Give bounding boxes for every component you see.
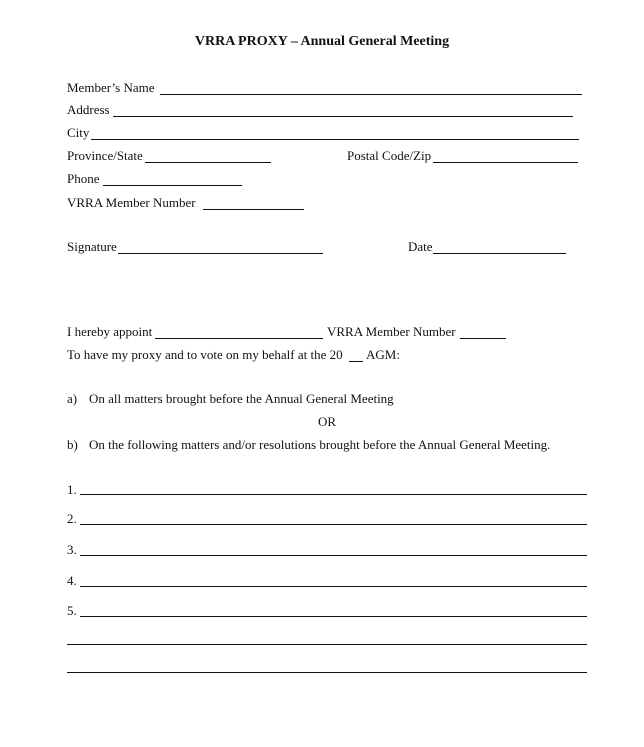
option-b-marker: b) (67, 437, 78, 452)
appoint-label: I hereby appoint (67, 324, 153, 339)
resolution-line[interactable] (80, 616, 587, 617)
phone-label: Phone (67, 171, 100, 186)
resolution-number: 5. (67, 603, 77, 618)
city-label: City (67, 125, 90, 140)
appointee-member-number-field[interactable] (460, 338, 506, 339)
form-title: VRRA PROXY – Annual General Meeting (194, 34, 450, 49)
proxy-statement-suffix: AGM: (366, 347, 400, 362)
resolution-extra-line[interactable] (67, 644, 587, 645)
address-label: Address (67, 102, 110, 117)
resolution-number: 2. (67, 511, 77, 526)
member-number-field[interactable] (203, 209, 304, 210)
member-name-field[interactable] (160, 94, 582, 95)
city-field[interactable] (91, 139, 579, 140)
option-a-text: On all matters brought before the Annual General Meeting (89, 391, 394, 406)
year-field[interactable] (349, 361, 363, 362)
resolution-number: 4. (67, 573, 77, 588)
postal-code-label: Postal Code/Zip (347, 148, 432, 163)
resolution-number: 3. (67, 542, 77, 557)
or-separator: OR (318, 414, 337, 429)
option-b-text: On the following matters and/or resolutions brought before the Annual General Meeting. (89, 437, 551, 452)
resolution-line[interactable] (80, 494, 587, 495)
address-field[interactable] (113, 116, 573, 117)
resolution-line[interactable] (80, 586, 587, 587)
resolution-extra-line[interactable] (67, 672, 587, 673)
date-field[interactable] (433, 253, 566, 254)
appointee-field[interactable] (155, 338, 323, 339)
appointee-member-number-label: VRRA Member Number (327, 324, 456, 339)
province-label: Province/State (67, 148, 143, 163)
resolution-number: 1. (67, 482, 77, 497)
date-label: Date (408, 239, 433, 254)
province-field[interactable] (145, 162, 271, 163)
member-name-label: Member’s Name (67, 80, 155, 95)
resolution-line[interactable] (80, 555, 587, 556)
member-number-label: VRRA Member Number (67, 195, 196, 210)
resolution-line[interactable] (80, 524, 587, 525)
proxy-statement-prefix: To have my proxy and to vote on my behalf at the 20 (67, 347, 343, 362)
signature-label: Signature (67, 239, 117, 254)
signature-field[interactable] (118, 253, 323, 254)
postal-code-field[interactable] (433, 162, 578, 163)
option-a-marker: a) (67, 391, 78, 406)
phone-field[interactable] (103, 185, 242, 186)
